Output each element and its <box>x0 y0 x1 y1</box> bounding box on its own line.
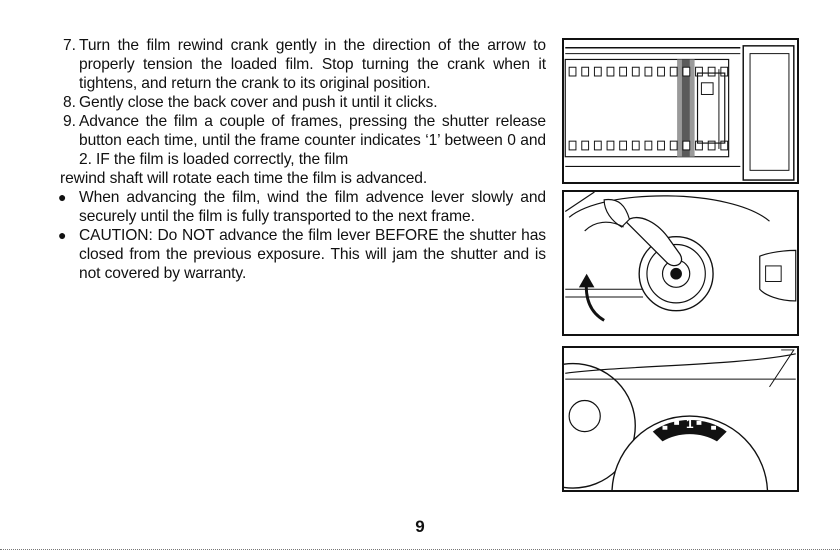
sprocket-hole <box>632 67 639 76</box>
sprocket-hole <box>645 67 652 76</box>
step-text-continuation: rewind shaft will rotate each time the film is advanced. <box>60 170 428 187</box>
step-9 <box>60 112 546 188</box>
sprocket-hole <box>670 67 677 76</box>
step-text: Advance the film a couple of frames, pressing the shutter release button each time, until the frame counter indicates ‘1’ between 0 and 2. IF the film is loaded correctly, the film <box>79 113 546 168</box>
sprocket-hole <box>594 67 601 76</box>
step-8 <box>60 93 546 112</box>
sprocket-hole <box>645 141 652 150</box>
step-text: Gently close the back cover and push it until it clicks. <box>79 94 438 111</box>
step-number: 8. <box>63 94 76 111</box>
frame-counter-figure <box>562 346 799 492</box>
sprocket-hole <box>607 67 614 76</box>
sprocket-hole <box>683 141 690 150</box>
sprocket-hole <box>594 141 601 150</box>
frame-counter-illustration <box>564 348 797 490</box>
note-text: CAUTION: Do NOT advance the film lever BEFORE the shutter has closed from the previous exposure. This will jam the shutter and is not covered by warranty. <box>79 227 546 282</box>
sprocket-hole <box>620 67 627 76</box>
sprocket-hole <box>632 141 639 150</box>
step-text: Turn the film rewind crank gently in the direction of the arrow to properly tension the loaded film. Stop turning the crank when it tightens, and return the crank to its original position. <box>79 37 546 92</box>
sprocket-hole <box>670 141 677 150</box>
step-number: 7. <box>63 37 76 54</box>
film-loading-figure <box>562 38 799 184</box>
bullet-icon: ● <box>58 189 67 205</box>
sprocket-hole <box>658 67 665 76</box>
sprocket-hole <box>582 67 589 76</box>
sprocket-hole <box>582 141 589 150</box>
sprocket-hole <box>607 141 614 150</box>
sprocket-hole <box>696 67 703 76</box>
sprocket-hole <box>708 67 715 76</box>
sprocket-hole <box>569 141 576 150</box>
step-7 <box>60 36 546 93</box>
frame-counter-value: 1 <box>685 415 694 431</box>
note-advancing <box>60 188 546 226</box>
step-number: 9. <box>63 113 76 130</box>
arrow-icon <box>579 274 595 288</box>
bullet-icon: ● <box>58 227 67 243</box>
scan-edge-divider <box>0 549 840 552</box>
note-caution <box>60 226 546 283</box>
rewind-crank-figure <box>562 190 799 336</box>
sprocket-hole <box>696 141 703 150</box>
sprocket-hole <box>569 67 576 76</box>
sprocket-hole <box>708 141 715 150</box>
sprocket-hole <box>658 141 665 150</box>
page-number: 9 <box>415 517 425 536</box>
film-chamber-illustration <box>564 40 797 182</box>
note-text: When advancing the film, wind the film advence lever slowly and securely until the film is fully transported to the next frame. <box>79 189 546 225</box>
instruction-text <box>60 36 546 283</box>
sprocket-hole <box>683 67 690 76</box>
sprocket-hole <box>620 141 627 150</box>
rewind-crank-illustration <box>564 192 797 334</box>
